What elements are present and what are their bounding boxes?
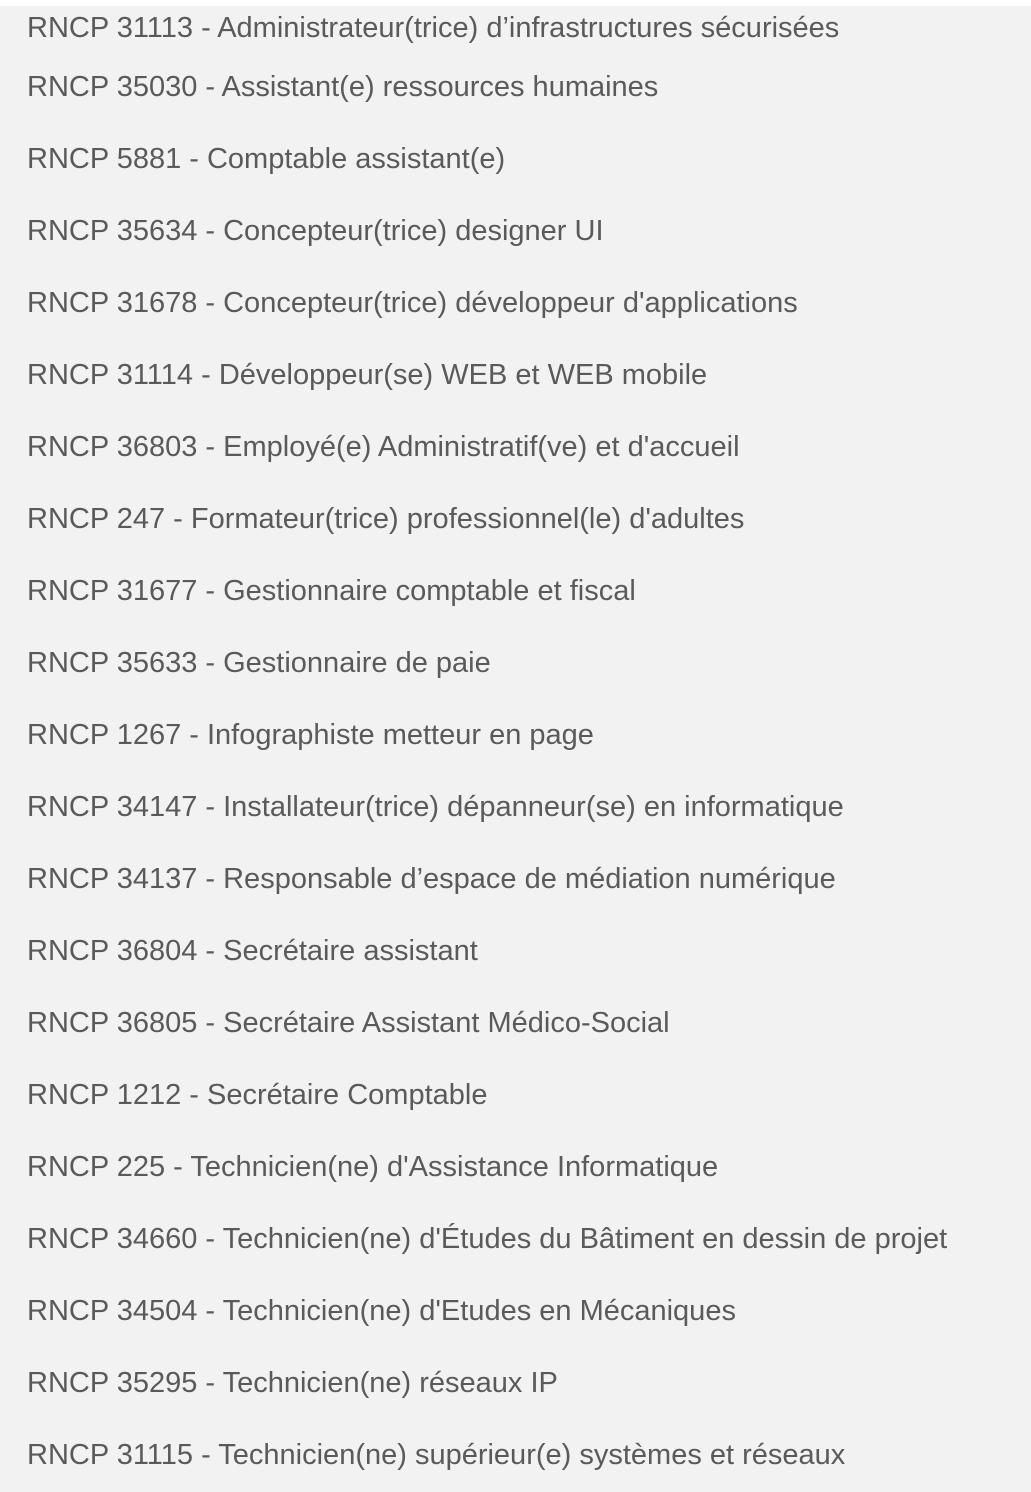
list-item[interactable]: RNCP 35030 - Assistant(e) ressources humaines	[27, 71, 659, 103]
certification-list-panel	[0, 6, 1031, 1492]
list-item[interactable]: RNCP 225 - Technicien(ne) d'Assistance Informatique	[27, 1151, 719, 1183]
list-item[interactable]: RNCP 31677 - Gestionnaire comptable et fiscal	[27, 575, 636, 607]
list-item[interactable]: RNCP 34137 - Responsable d’espace de médiation numérique	[27, 863, 836, 895]
list-item[interactable]: RNCP 36803 - Employé(e) Administratif(ve) et d'accueil	[27, 431, 740, 463]
list-item[interactable]: RNCP 34147 - Installateur(trice) dépanneur(se) en informatique	[27, 791, 844, 823]
list-item[interactable]: RNCP 31115 - Technicien(ne) supérieur(e) systèmes et réseaux	[27, 1439, 846, 1471]
list-item[interactable]: RNCP 31113 - Administrateur(trice) d’infrastructures sécurisées	[27, 12, 840, 44]
list-item[interactable]: RNCP 247 - Formateur(trice) professionnel(le) d'adultes	[27, 503, 745, 535]
list-item[interactable]: RNCP 31114 - Développeur(se) WEB et WEB mobile	[27, 359, 708, 391]
list-item[interactable]: RNCP 35634 - Concepteur(trice) designer UI	[27, 215, 604, 247]
list-item[interactable]: RNCP 1212 - Secrétaire Comptable	[27, 1079, 488, 1111]
list-item[interactable]: RNCP 1267 - Infographiste metteur en page	[27, 719, 594, 751]
list-item[interactable]: RNCP 34504 - Technicien(ne) d'Etudes en Mécaniques	[27, 1295, 736, 1327]
list-item[interactable]: RNCP 36805 - Secrétaire Assistant Médico-Social	[27, 1007, 670, 1039]
list-item[interactable]: RNCP 5881 - Comptable assistant(e)	[27, 143, 506, 175]
list-item[interactable]: RNCP 35633 - Gestionnaire de paie	[27, 647, 491, 679]
list-item[interactable]: RNCP 34660 - Technicien(ne) d'Études du Bâtiment en dessin de projet	[27, 1223, 948, 1255]
list-item[interactable]: RNCP 36804 - Secrétaire assistant	[27, 935, 478, 967]
list-item[interactable]: RNCP 31678 - Concepteur(trice) développeur d'applications	[27, 287, 798, 319]
certification-list	[0, 6, 1031, 1491]
list-item[interactable]: RNCP 35295 - Technicien(ne) réseaux IP	[27, 1367, 558, 1399]
